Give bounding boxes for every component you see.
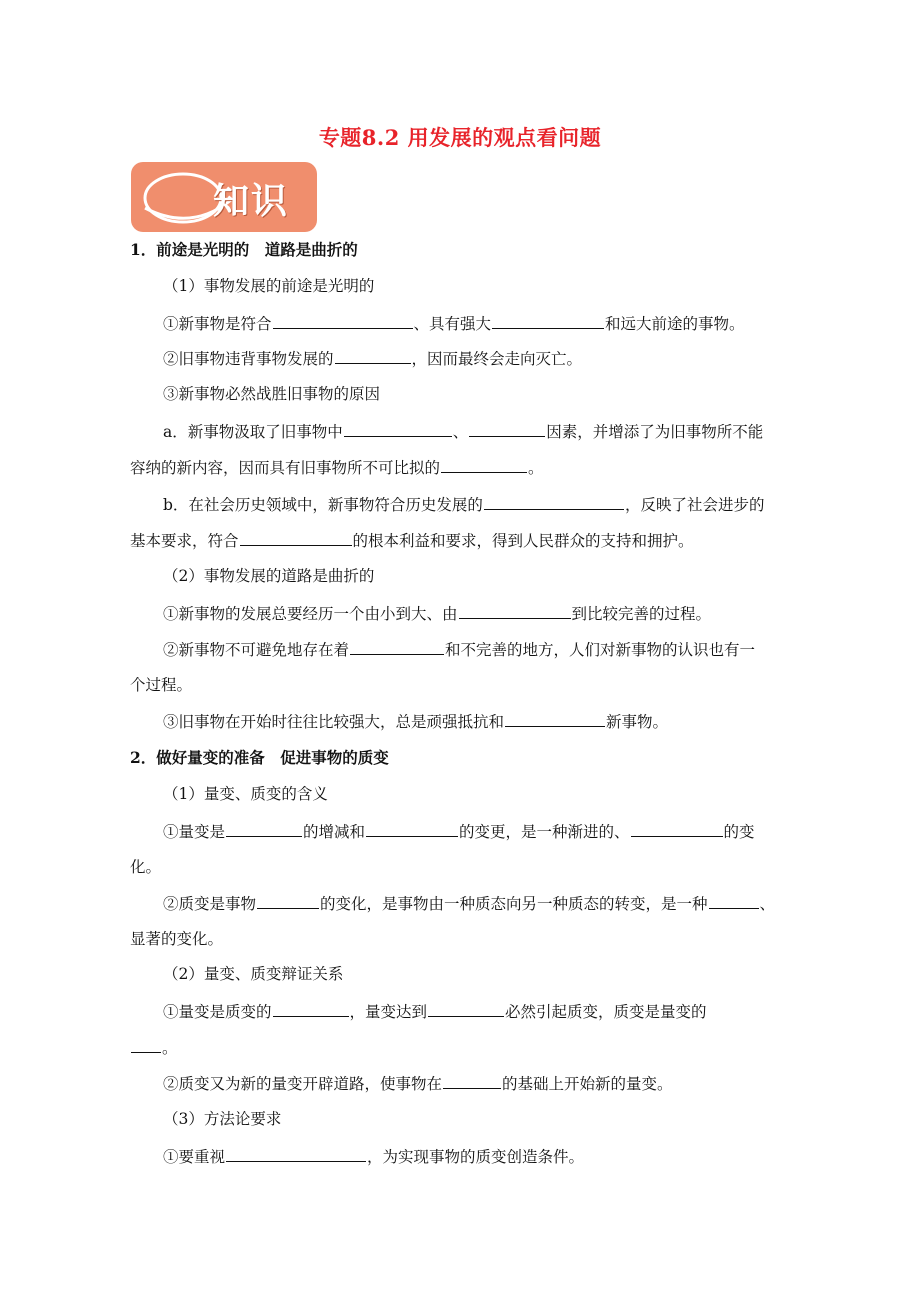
- heading-2: 2．做好量变的准备 促进事物的质变: [130, 748, 389, 767]
- text-segment: ③旧事物在开始时往往比较强大，总是顽强抵抗和: [163, 713, 505, 731]
- text-segment: 的变: [723, 823, 755, 841]
- text-segment: ，因而最终会走向灭亡。: [411, 350, 583, 368]
- paragraph-line: [130, 457, 796, 478]
- fill-blank: [366, 821, 458, 837]
- paragraph-line: [163, 893, 829, 914]
- paragraph-line: [130, 530, 796, 551]
- text-segment: 容纳的新内容，因而具有旧事物所不可比拟的: [130, 459, 441, 477]
- fill-blank: [273, 313, 413, 329]
- text-segment: 和远大前途的事物。: [605, 315, 745, 333]
- paragraph-line: 化。: [130, 858, 162, 876]
- text-segment: ，反映了社会进步的: [624, 496, 765, 514]
- paragraph-line: [163, 711, 829, 732]
- paragraph-line: [163, 348, 829, 369]
- text-segment: 必然引起质变，质变是量变的: [505, 1003, 707, 1021]
- fill-blank: [505, 711, 605, 727]
- paragraph-line: [130, 1037, 796, 1058]
- text-segment: 和不完善的地方，人们对新事物的认识也有一: [445, 641, 756, 659]
- text-segment: 的变更，是一种渐进的、: [459, 823, 630, 841]
- text-segment: 的基础上开始新的量变。: [502, 1075, 673, 1093]
- fill-blank: [428, 1001, 504, 1017]
- subheading-2-1: （1）量变、质变的含义: [163, 785, 328, 803]
- page-title: 专题8.2 用发展的观点看问题: [318, 125, 602, 150]
- fill-blank: [459, 603, 571, 619]
- text-segment: ②质变是事物: [163, 895, 257, 913]
- paragraph-line: [163, 1146, 829, 1167]
- fill-blank: [240, 530, 352, 546]
- fill-blank: [257, 893, 319, 909]
- text-segment: ①要重视: [163, 1148, 226, 1166]
- heading-1: 1．前途是光明的 道路是曲折的: [130, 240, 358, 259]
- text-segment: ①量变是: [163, 823, 226, 841]
- badge-label: 知识: [213, 181, 290, 222]
- paragraph-line: [163, 821, 829, 842]
- paragraph-line: [163, 313, 829, 334]
- knowledge-badge: [131, 162, 317, 232]
- paragraph-line: [163, 603, 829, 624]
- text-segment: ，为实现事物的质变创造条件。: [367, 1148, 585, 1166]
- text-segment: ②旧事物违背事物发展的: [163, 350, 334, 368]
- fill-blank: [492, 313, 604, 329]
- text-segment: 的变化，是事物由一种质态向另一种质态的转变，是一种: [320, 895, 708, 913]
- fill-blank: [709, 893, 759, 909]
- text-segment: 到比较完善的过程。: [571, 605, 712, 623]
- fill-blank: [226, 1146, 366, 1162]
- text-segment: 、: [759, 895, 776, 913]
- paragraph-line: 个过程。: [130, 676, 193, 694]
- paragraph-line: [163, 1073, 829, 1094]
- text-segment: 、: [452, 423, 469, 441]
- text-segment: ，量变达到: [349, 1003, 428, 1021]
- text-segment: b．在社会历史领域中，新事物符合历史发展的: [163, 496, 483, 514]
- text-segment: ②质变又为新的量变开辟道路，使事物在: [163, 1075, 443, 1093]
- paragraph-line: [163, 639, 829, 660]
- text-segment: 。: [162, 1039, 178, 1057]
- text-segment: ①量变是质变的: [163, 1003, 272, 1021]
- fill-blank: [443, 1073, 501, 1089]
- fill-blank: [335, 348, 411, 364]
- paragraph-line: [163, 421, 829, 442]
- fill-blank: [631, 821, 723, 837]
- fill-blank: [226, 821, 302, 837]
- text-segment: 的根本利益和要求，得到人民群众的支持和拥护。: [352, 532, 694, 550]
- subheading-2-3: （3）方法论要求: [163, 1110, 282, 1128]
- text-segment: 新事物。: [606, 713, 669, 731]
- fill-blank: [469, 421, 545, 437]
- text-segment: 基本要求，符合: [130, 532, 239, 550]
- text-segment: ①新事物是符合: [163, 315, 272, 333]
- paragraph-line: ③新事物必然战胜旧事物的原因: [163, 385, 381, 403]
- text-segment: 。: [528, 459, 544, 477]
- fill-blank: [350, 639, 444, 655]
- paragraph-line: 显著的变化。: [130, 930, 224, 948]
- fill-blank: [131, 1037, 161, 1053]
- subheading-1-2: （2）事物发展的道路是曲折的: [163, 567, 375, 585]
- paragraph-line: [163, 1001, 829, 1022]
- fill-blank: [344, 421, 452, 437]
- text-segment: a．新事物汲取了旧事物中: [163, 423, 343, 441]
- fill-blank: [484, 494, 624, 510]
- subheading-1-1: （1）事物发展的前途是光明的: [163, 277, 375, 295]
- text-segment: ①新事物的发展总要经历一个由小到大、由: [163, 605, 458, 623]
- text-segment: 因素，并增添了为旧事物所不能: [546, 423, 764, 441]
- text-segment: ②新事物不可避免地存在着: [163, 641, 350, 659]
- text-segment: 的增减和: [303, 823, 366, 841]
- paragraph-line: [163, 494, 829, 515]
- subheading-2-2: （2）量变、质变辩证关系: [163, 965, 344, 983]
- fill-blank: [273, 1001, 349, 1017]
- fill-blank: [441, 457, 527, 473]
- text-segment: 、具有强大: [413, 315, 492, 333]
